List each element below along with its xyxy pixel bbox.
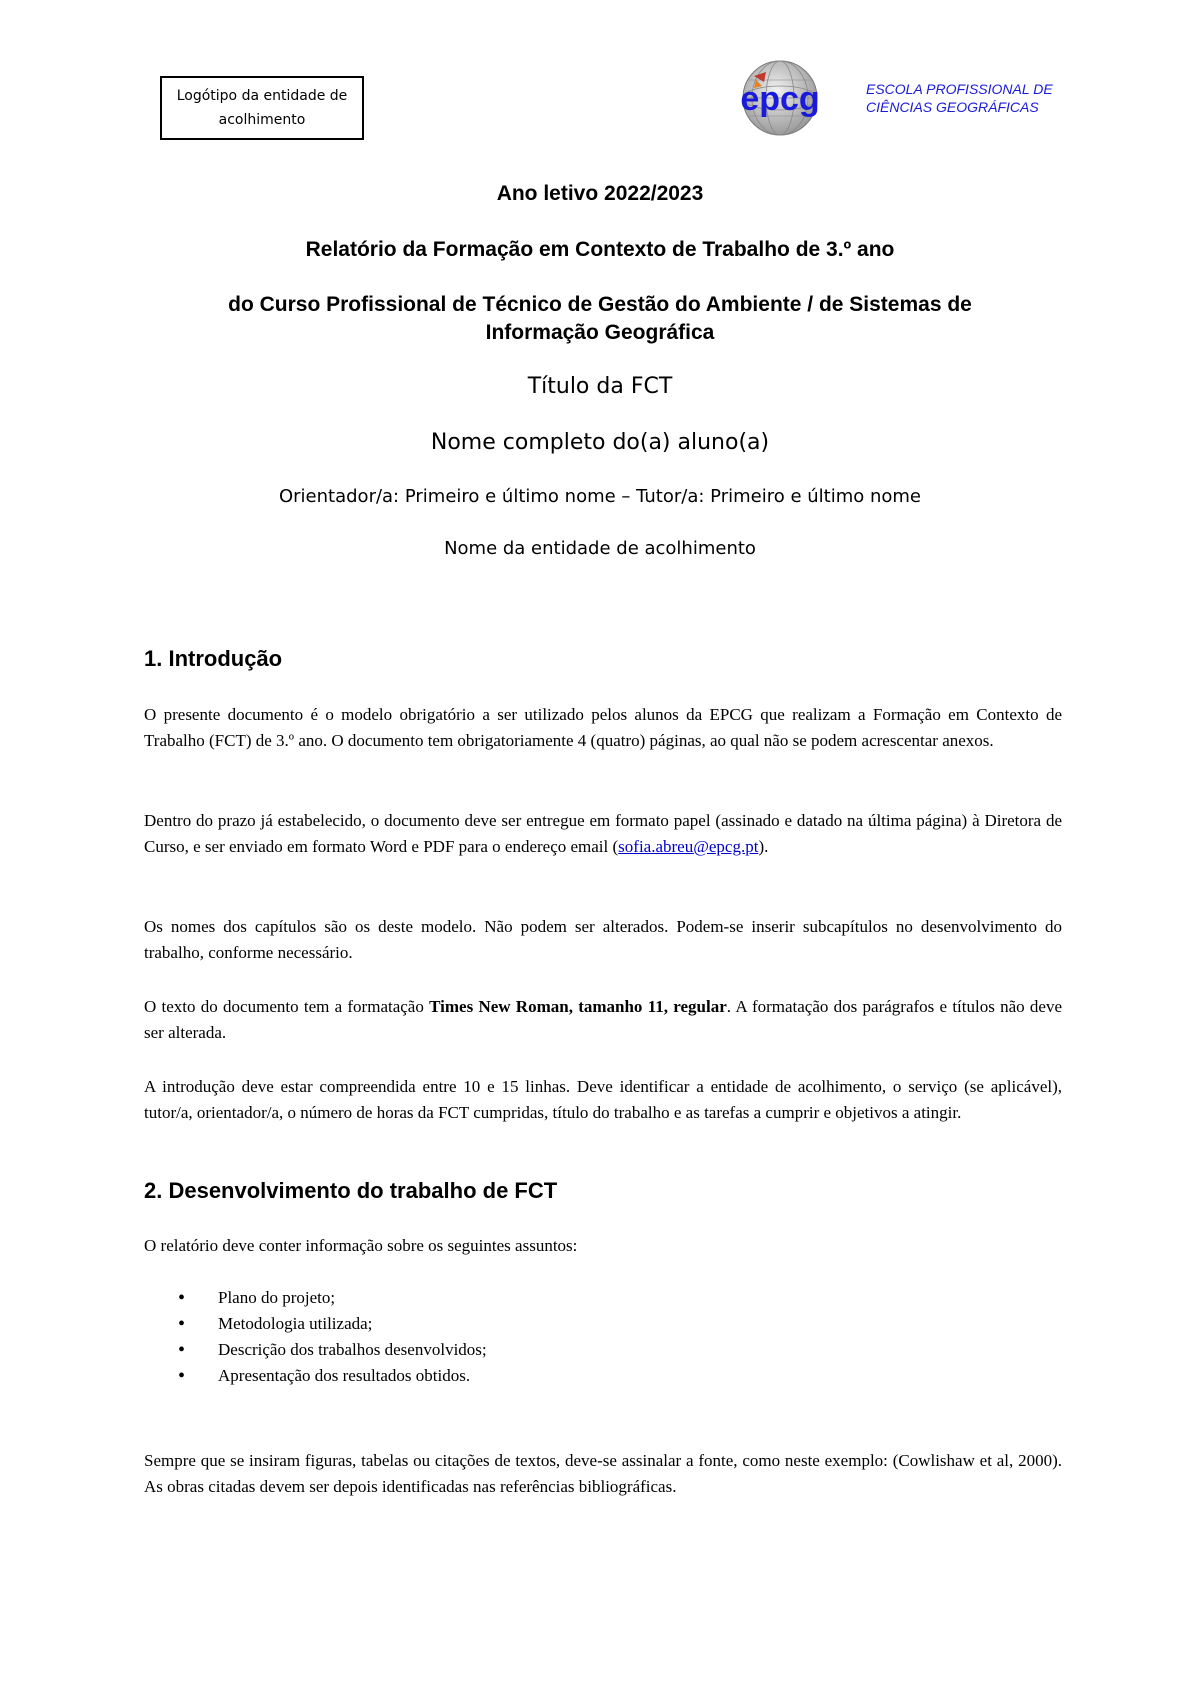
student-name: Nome completo do(a) aluno(a) [430, 430, 770, 455]
list-item: • Plano do projeto; [178, 1285, 487, 1311]
fct-title: Título da FCT [527, 374, 673, 399]
intro-paragraph-2: Os nomes dos capítulos são os deste modelo. Não podem ser alterados. Podem-se inserir subcapítulos no desenvolvimento do trabalho, conforme necessário. [144, 917, 1062, 962]
section-1-heading: 1. Introdução [144, 646, 283, 671]
school-name-line1: ESCOLA PROFISSIONAL DE [866, 81, 1053, 97]
submission-text-before: Dentro do prazo já estabelecido, o documento deve ser entregue em formato papel (assinado e datado na última página) à Diretora de Curso, e ser enviado em formato Word e PDF para o endereço email ( [144, 811, 1062, 856]
school-year: Ano letivo 2022/2023 [496, 182, 704, 205]
list-item: • Apresentação dos resultados obtidos. [178, 1363, 487, 1389]
intro-paragraph-1: O presente documento é o modelo obrigatório a ser utilizado pelos alunos da EPCG que realizam a Formação em Contexto de Trabalho (FCT) de 3.º ano. O documento tem obrigatoriamente 4 (quatro) páginas, ao qual não se podem acrescentar anexos. [144, 705, 1062, 750]
section-2-closing: Sempre que se insiram figuras, tabelas ou citações de textos, deve-se assinalar a fonte, como neste exemplo: (Cowlishaw et al, 2000). As obras citadas devem ser depois identificadas nas referências bibliográficas. [144, 1451, 1062, 1496]
course-line-1: do Curso Profissional de Técnico de Gestão do Ambiente / de Sistemas de [228, 293, 972, 316]
section-2-intro: O relatório deve conter informação sobre os seguintes assuntos: [144, 1236, 578, 1255]
host-entity-name: Nome da entidade de acolhimento [444, 538, 756, 559]
list-item: • Descrição dos trabalhos desenvolvidos; [178, 1337, 487, 1363]
report-title: Relatório da Formação em Contexto de Trabalho de 3.º ano [305, 238, 895, 261]
intro-paragraph-3: A introdução deve estar compreendida entre 10 e 15 linhas. Deve identificar a entidade de acolhimento, o serviço (se aplicável), tutor/a, orientador/a, o número de horas da FCT cumpridas, título do trabalho e as tarefas a cumprir e objetivos a atingir. [144, 1077, 1062, 1122]
list-item: • Metodologia utilizada; [178, 1311, 487, 1337]
topics-list [178, 1285, 487, 1389]
formatting-text-after: . A formatação dos parágrafos e títulos não deve ser alterada. [144, 997, 1062, 1042]
host-logo-placeholder: Logótipo da entidade de acolhimento [160, 76, 364, 140]
intro-paragraph-submission [144, 808, 1062, 860]
formatting-text-before: O texto do documento tem a formatação [144, 997, 430, 1016]
contact-email-link[interactable]: sofia.abreu@epcg.pt [618, 837, 759, 856]
course-line-2: Informação Geográfica [485, 321, 715, 344]
school-name-line2: CIÊNCIAS GEOGRÁFICAS [866, 99, 1039, 115]
school-globe-logo [734, 58, 826, 138]
submission-text-after: ). [758, 837, 769, 856]
formatting-font-spec: Times New Roman, tamanho 11, regular [429, 997, 727, 1016]
intro-paragraph-formatting [144, 994, 1062, 1046]
supervisors-line: Orientador/a: Primeiro e último nome – Tutor/a: Primeiro e último nome [278, 486, 922, 507]
school-logo-text: epcg [740, 80, 820, 118]
section-2-heading: 2. Desenvolvimento do trabalho de FCT [144, 1178, 558, 1203]
school-name [866, 80, 1126, 116]
